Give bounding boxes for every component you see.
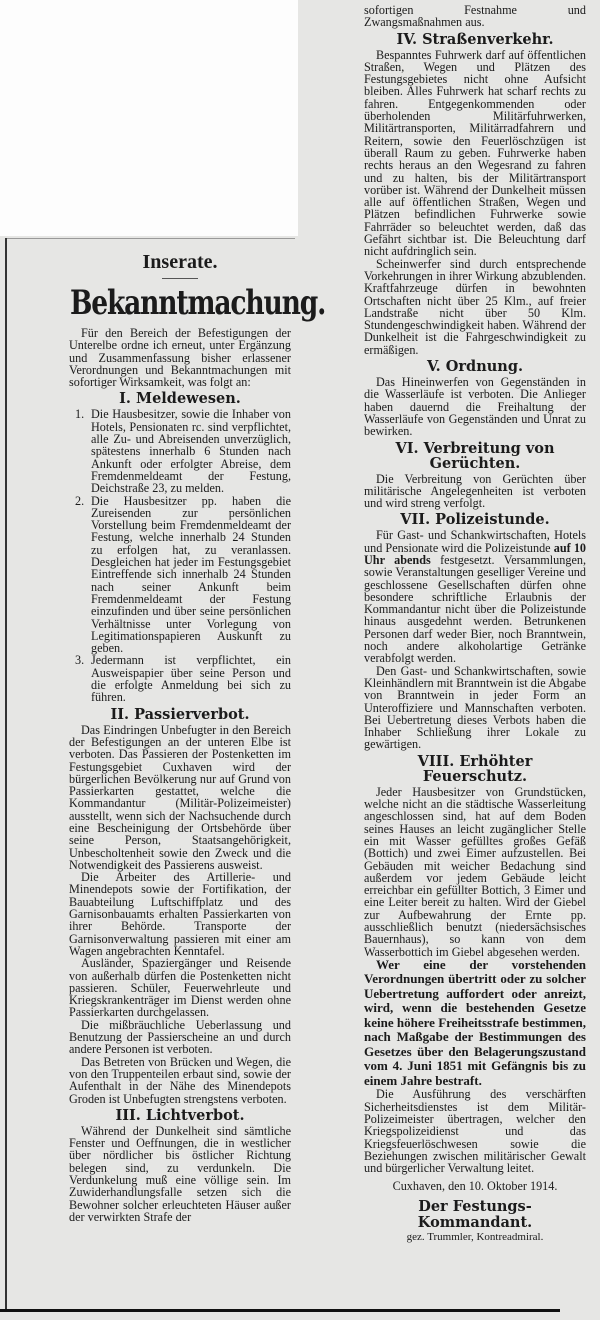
- paragraph: Die Verbreitung von Gerüchten über militärische Angelegenheiten ist verboten und wird streng verfolgt.: [364, 471, 586, 511]
- paragraph: Während der Dunkelheit sind sämtliche Fenster und Oeffnungen, die in westlicher über nördlicher bis östlicher Richtung belegen sind, zu verdunkeln. Die Verdunkelung muß eine völlige sein. Im Zuwiderhandlungsfalle setzen sich die Bewohner solcher erleuchteten Häuser außer der verwirkten Strafe der: [69, 1123, 291, 1224]
- authority: Der Festungs-Kommandant.: [417, 1197, 533, 1231]
- paragraph: Scheinwerfer sind durch entsprechende Vorkehrungen in ihrer Wirkung abzublenden. Kraftfahrzeuge dürfen in bewohnten Ortschaften nicht über 25 Klm., auf freier Landstraße nicht über 50 Klm. Stundengeschwindigkeit haben. Während der Dunkelheit ist die Fahrgeschwindigkeit zu ermäßigen.: [364, 256, 586, 357]
- paragraph-continuation: sofortigen Festnahme und Zwangsmaßnahmen aus.: [364, 3, 586, 30]
- separator: [162, 278, 198, 279]
- paragraph: Jeder Hausbesitzer von Grundstücken, welche nicht an die städtische Wasserleitung angeschlossen sind, hat auf dem Boden seines Hauses an leicht zugänglicher Stelle ein mit Wasser gefülltes großes Gefäß (Bottich) und zwei Eimer aufzustellen. Bei Gebäuden mit weicher Bedachung sind außerdem vor jedem Gebäude leicht erreichbar ein gefüllter Bottich, 3 Eimer und eine Leiter bereit zu halten. Wird der Giebel zur Aufbewahrung der Ernte pp. ausschließlich benutzt (niedersächsisches Bauernhaus), so kann von dem Wasserbottich im Giebel abgesehen werden.: [364, 784, 586, 959]
- paragraph: Für Gast- und Schankwirtschaften, Hotels und Pensionate wird die Polizeistunde auf 10 Uhr abends festgesetzt. Versammlungen, sowie Veranstaltungen geselliger Vereine und geschlossene Gesellschaften dürfen ohne besondere schriftliche Erlaubnis der Kommandantur nicht über die Polizeistunde hinaus ausgedehnt werden. Betrunkenen Personen darf weder Bier, noch Branntwein, noch andere alkoholartige Getränke verabfolgt werden.: [364, 528, 587, 666]
- frame-border-top: [5, 238, 295, 239]
- column-right: [364, 4, 586, 1309]
- heading-ordnung: V. Ordnung.: [426, 358, 524, 376]
- list-item: 1. Die Hausbesitzer, sowie die Inhaber von Hotels, Pensionaten rc. sind verpflichtet, alle Zu- und Abreisenden unverzüglich, spätestens innerhalb 6 Stunden nach Ankunft oder erfolgter Abreise, dem Fremdenmeldeamt der Festung, Deichstraße 23, zu melden.: [75, 407, 291, 496]
- heading-polizeistunde: VII. Polizeistunde.: [400, 511, 550, 529]
- paragraph: Das Hineinwerfen von Gegenständen in die Wasserläufe ist verboten. Die Anlieger haben dauernd die Freihaltung der Wasserläufe von Gegenständen und Unrat zu bewirken.: [364, 375, 586, 439]
- signer: gez. Trummler, Kontreadmiral.: [406, 1230, 544, 1243]
- heading-lichtverbot: III. Lichtverbot.: [115, 1106, 245, 1124]
- place-date: Cuxhaven, den 10. Oktober 1914.: [392, 1179, 558, 1194]
- bottom-rule: [0, 1309, 560, 1312]
- paragraph: Den Gast- und Schankwirtschaften, sowie Kleinhändlern mit Branntwein ist die Abgabe von Branntwein in jeder Form an Unteroffiziere und Mannschaften verboten. Bei Uebertretung dieses Verbots haben die Inhaber Schließung ihrer Lokale zu gewärtigen.: [364, 663, 586, 752]
- paragraph: Das Betreten von Brücken und Wegen, die von den Truppenteilen erbaut sind, sowie der Aufenthalt in der Nähe des Minendepots Groden ist Unbefugten strengstens verboten.: [69, 1054, 291, 1106]
- intro-paragraph: Für den Bereich der Befestigungen der Unterelbe ordne ich erneut, unter Ergänzung und Zusammenfassung bisher erlassener Verordnungen und Bekanntmachungen mit sofortiger Wirksamkeit, was folgt an:: [69, 326, 291, 390]
- blank-area: [0, 0, 298, 236]
- penalty-paragraph: Wer eine der vorstehenden Verordnungen übertritt oder zu solcher Uebertretung auffordert oder anreizt, wird, wenn die bestehenden Gesetze keine höhere Freiheitsstrafe bestimmen, nach Maßgabe der Bestimmungen des Gesetzes über den Belagerungszustand vom 4. Juni 1851 mit Gefängnis bis zu einem Jahre bestraft.: [364, 956, 586, 1088]
- heading-feuerschutz: VIII. Erhöhter Feuerschutz.: [417, 752, 533, 785]
- paragraph: Die mißbräuchliche Ueberlassung und Benutzung der Passierscheine an und durch andere Personen ist verboten.: [69, 1017, 291, 1057]
- heading-passierverbot: II. Passierverbot.: [110, 705, 250, 723]
- list-item: 3. Jedermann ist verpflichtet, ein Ausweispapier über seine Person und die erfolgte Anmeldung bei sich zu führen.: [75, 653, 291, 705]
- paragraph: Ausländer, Spaziergänger und Reisende von außerhalb dürfen die Postenketten nicht passieren. Schüler, Feuerwehrleute und Kriegskrankenträger im Dienst werden ohne Passierkarten durchgelassen.: [69, 956, 291, 1020]
- paragraph: Das Eindringen Unbefugter in den Bereich der Befestigungen an der unteren Elbe ist verboten. Das Passieren der Postenketten im Festungsgebiet Cuxhaven wird der bürgerlichen Bevölkerung nur auf Grund von Passierkarten gestattet, welche die Kommandantur (Militär-Polizeimeister) ausstellt, wenn sich der Nachsuchende durch eine Bescheinigung der Ortsbehörde über seine Person, Staatsangehörigkeit, Unbescholtenheit sowie den Zweck und die Notwendigkeit des Passierens ausweist.: [69, 722, 291, 872]
- paragraph: Die Arbeiter des Artillerie- und Minendepots sowie der Fortifikation, der Bauabteilung Luftschiffplatz und des Garnisonbauamts erhalten Passierkarten von ihrer Behörde. Transporte der Garnisonverwaltung passieren mit einer am Wagen angebrachten Kenntafel.: [69, 870, 291, 958]
- emphasis: auf 10 Uhr abends: [364, 540, 587, 567]
- heading-meldewesen: I. Meldewesen.: [119, 390, 241, 408]
- section-label: Inserate.: [142, 251, 218, 273]
- execution-paragraph: Die Ausführung des verschärften Sicherheitsdienstes ist dem Militär-Polizeimeister übertragen, welcher den Kriegspolizeidienst und das Kriegsfeuerlöschwesen sowie die Beziehungen zwischen militärischer Gewalt und bürgerlicher Verwaltung leitet.: [364, 1087, 586, 1176]
- meldewesen-list: [69, 408, 291, 703]
- list-item: 2. Die Hausbesitzer pp. haben die Zureisenden zur persönlichen Vorstellung beim Fremdenmeldeamt der Festung, welche innerhalb 24 Stunden zu erfolgen hat, zu veranlassen. Desgleichen hat jeder im Festungsgebiet Eintreffende sich innerhalb 24 Stunden nach seiner Ankunft beim Fremdenmeldeamt der Festung einzufinden und über seine persönlichen Verhältnisse unter Vorlegung von Legitimationspapieren Auskunft zu geben.: [75, 493, 291, 656]
- heading-strassenverkehr: IV. Straßenverkehr.: [396, 30, 554, 48]
- heading-geruechte: VI. Verbreitung von Gerüchten.: [395, 439, 555, 472]
- paragraph: Bespanntes Fuhrwerk darf auf öffentlichen Straßen, Wegen und Plätzen des Festungsgebietes nicht ohne Aufsicht bleiben. Alles Fuhrwerk hat scharf rechts zu fahren. Entgegenkommenden oder überholenden Militärfuhrwerken, Militärtransporten, Militärradfahrern und Reitern, sowie den Feuerlöschzügen ist überall Raum zu geben. Fuhrwerke haben rechts heraus an den Wegesrand zu fahren und zu halten, bis der Militärtransport vorüber ist. Während der Dunkelheit müssen alle auf öffentlichen Straßen, Wegen und Plätzen befindlichen Fuhrwerke sowie Fahrräder so beleuchtet werden, daß das Gefährt sichtbar ist. Die Beleuchtung darf nicht aufdringlich sein.: [364, 47, 586, 259]
- notice-title: Bekanntmachung.: [70, 283, 326, 323]
- frame-border-left: [5, 238, 7, 1310]
- column-left: [69, 250, 326, 1308]
